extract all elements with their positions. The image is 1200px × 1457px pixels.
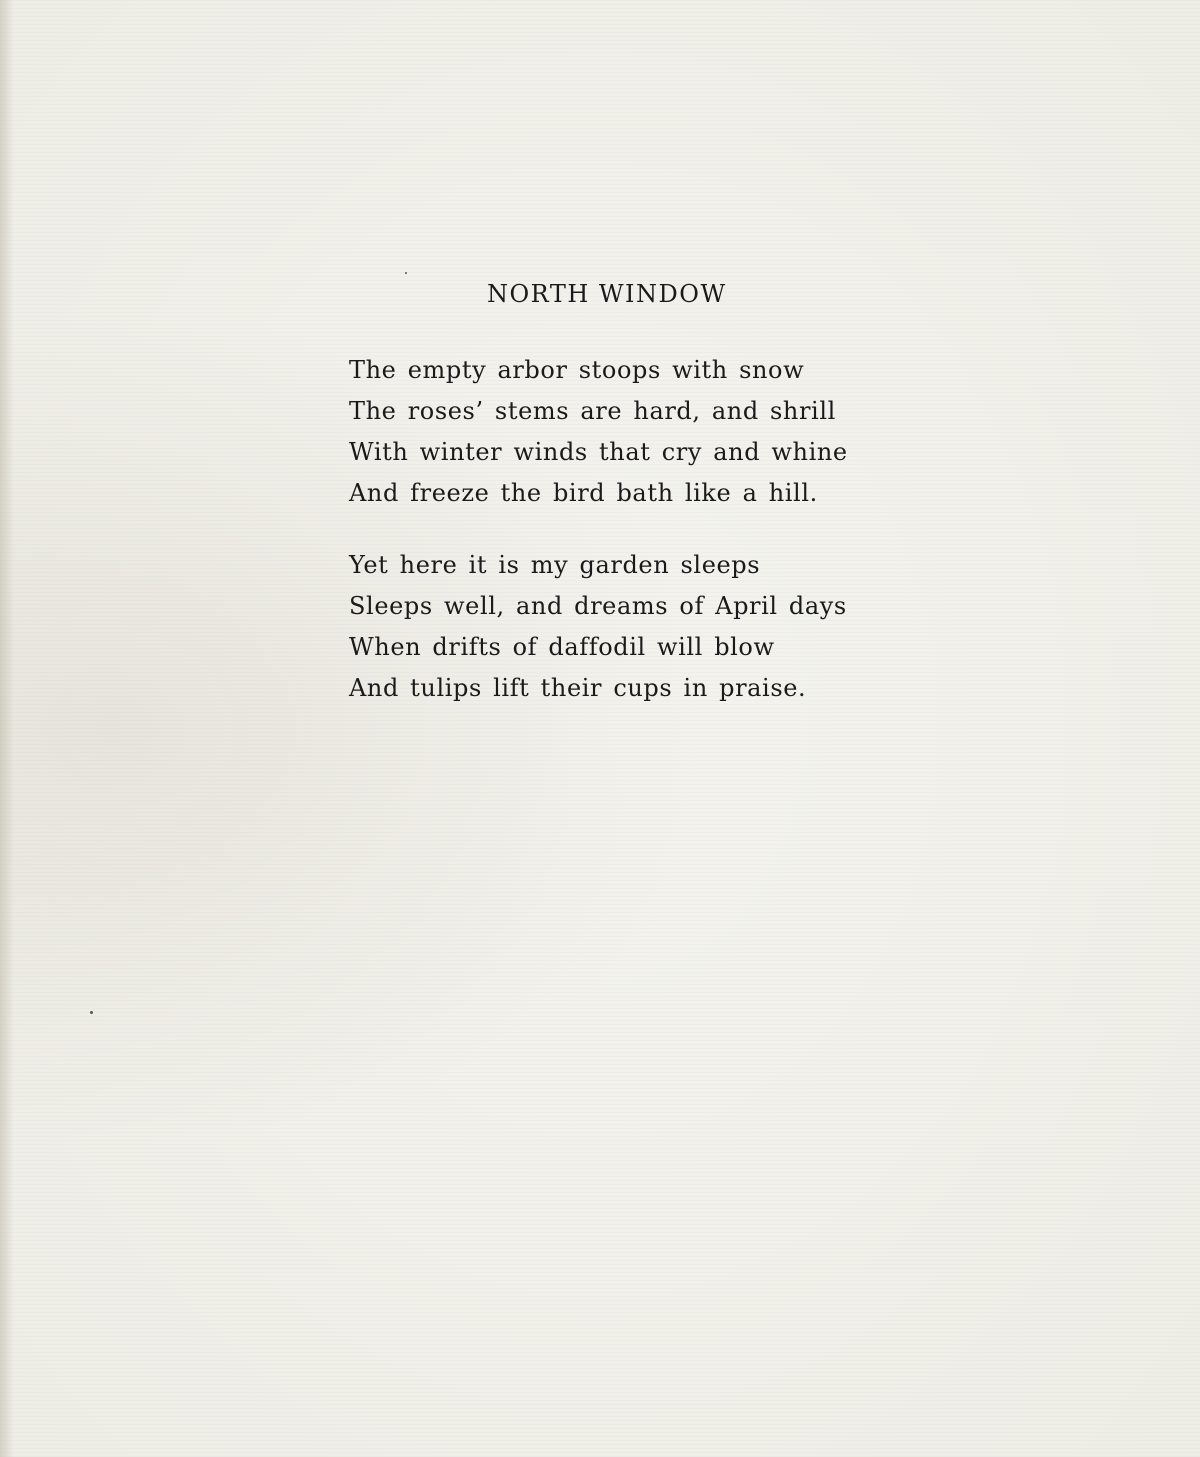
paper-speck [90,1011,93,1014]
poem-line: When drifts of daffodil will blow [349,633,775,661]
page-binding-shadow [0,0,14,1457]
poem-title: NORTH WINDOW [487,280,727,308]
poem-line: And freeze the bird bath like a hill. [349,479,818,507]
poem-line: Sleeps well, and dreams of April days [349,592,847,620]
stanza-1 [349,350,848,514]
paper-speck [405,272,407,274]
poem-line: With winter winds that cry and whine [349,438,848,466]
poem-line: The empty arbor stoops with snow [349,356,805,384]
stanza-2 [349,545,847,709]
poem-line: Yet here it is my garden sleeps [349,551,761,579]
poem-line: The roses’ stems are hard, and shrill [349,397,836,425]
poem-line: And tulips lift their cups in praise. [349,674,807,702]
